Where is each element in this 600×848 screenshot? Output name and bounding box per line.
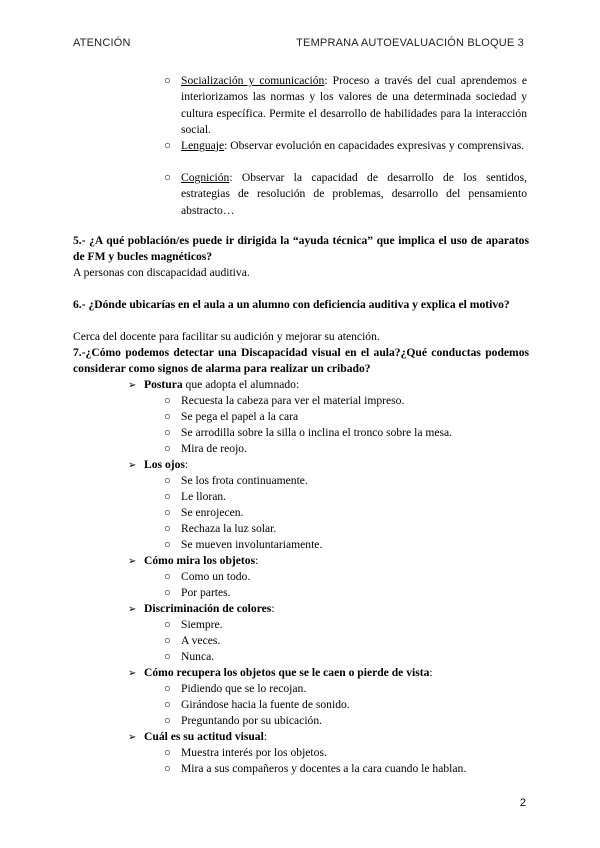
list-text: : Observar la capacidad de desarrollo de los sentidos, estrategias de resolución de problemas, desarrollo del pensamiento abstracto… — [181, 171, 527, 217]
bullet-circle-icon: ○ — [164, 490, 172, 503]
bullet-circle-icon: ○ — [164, 139, 172, 152]
list-item: Preguntando por su ubicación. — [181, 714, 323, 727]
answer-6: Cerca del docente para facilitar su audición y mejorar su atención. — [73, 330, 380, 343]
list-term: Cognición — [181, 171, 230, 184]
bullet-circle-icon: ○ — [164, 522, 172, 535]
bullet-circle-icon: ○ — [164, 586, 172, 599]
list-text: : Proceso a través del cual aprendemos e interiorizamos las normas y los valores de una determinada sociedad y cultura específica. Permite el desarrollo de habilidades para la interacción social. — [181, 74, 527, 136]
group-suffix: que adopta el alumnado: — [182, 378, 300, 391]
list-item: Nunca. — [181, 650, 215, 663]
list-item: A veces. — [181, 634, 221, 647]
list-item: Se enrojecen. — [181, 506, 244, 519]
bullet-circle-icon: ○ — [164, 714, 172, 727]
bullet-circle-icon: ○ — [164, 474, 172, 487]
bullet-circle-icon: ○ — [164, 426, 172, 439]
list-item: Se pega el papel a la cara — [181, 410, 299, 423]
group-heading — [144, 457, 524, 473]
arrow-bullet-icon: ➢ — [128, 668, 137, 679]
list-item: Recuesta la cabeza para ver el material impreso. — [181, 394, 405, 407]
list-item: Rechaza la luz solar. — [181, 522, 277, 535]
list-item: Mira de reojo. — [181, 442, 247, 455]
list-item — [181, 138, 527, 154]
arrow-bullet-icon: ➢ — [128, 556, 137, 567]
group-suffix: : — [184, 458, 189, 471]
group-title: Discriminación de colores — [144, 602, 272, 615]
group-heading — [144, 729, 524, 745]
group-title: Cómo mira los objetos — [144, 554, 256, 567]
group-suffix: : — [263, 730, 268, 743]
bullet-circle-icon: ○ — [164, 410, 172, 423]
page-number: 2 — [519, 797, 526, 809]
list-item: Mira a sus compañeros y docentes a la cara cuando le hablan. — [181, 762, 467, 775]
group-suffix: : — [255, 554, 259, 567]
bullet-circle-icon: ○ — [164, 746, 172, 759]
question-5: 5.- ¿A qué población/es puede ir dirigida la “ayuda técnica” que implica el uso de aparatos de FM y bucles magnéticos? — [73, 234, 529, 264]
bullet-circle-icon: ○ — [164, 682, 172, 695]
list-item: Se mueven involuntariamente. — [181, 538, 323, 551]
list-item: Se arrodilla sobre la silla o inclina el tronco sobre la mesa. — [181, 426, 453, 439]
bullet-circle-icon: ○ — [164, 538, 172, 551]
list-term: Socialización y comunicación — [181, 74, 325, 87]
list-item: Se los frota continuamente. — [181, 474, 308, 487]
list-item: Muestra interés por los objetos. — [181, 746, 327, 759]
group-suffix: : — [429, 666, 433, 679]
bullet-circle-icon: ○ — [164, 74, 172, 87]
bullet-circle-icon: ○ — [164, 442, 172, 455]
group-title: Los ojos — [144, 458, 185, 471]
list-item: Siempre. — [181, 618, 223, 631]
arrow-bullet-icon: ➢ — [128, 732, 137, 743]
group-suffix: : — [271, 602, 275, 615]
group-heading — [144, 601, 524, 617]
group-heading — [144, 665, 524, 681]
bullet-circle-icon: ○ — [164, 506, 172, 519]
bullet-circle-icon: ○ — [164, 394, 172, 407]
bullet-circle-icon: ○ — [164, 618, 172, 631]
list-item: Como un todo. — [181, 570, 251, 583]
list-text: : Observar evolución en capacidades expresivas y comprensivas. — [224, 139, 525, 152]
list-item — [181, 170, 527, 219]
group-title: Cuál es su actitud visual — [144, 730, 264, 743]
list-item: Pidiendo que se lo recojan. — [181, 682, 307, 695]
header-right: TEMPRANA AUTOEVALUACIÓN BLOQUE 3 — [296, 37, 524, 49]
bullet-circle-icon: ○ — [164, 762, 172, 775]
question-6: 6.- ¿Dónde ubicarías en el aula a un alumno con deficiencia auditiva y explica el motivo? — [73, 298, 510, 311]
list-item: Girándose hacia la fuente de sonido. — [181, 698, 350, 711]
bullet-circle-icon: ○ — [164, 650, 172, 663]
bullet-circle-icon: ○ — [164, 570, 172, 583]
arrow-bullet-icon: ➢ — [128, 604, 137, 615]
answer-5: A personas con discapacidad auditiva. — [73, 266, 250, 279]
bullet-circle-icon: ○ — [164, 171, 172, 184]
group-heading — [144, 553, 524, 569]
group-heading — [144, 377, 524, 393]
bullet-circle-icon: ○ — [164, 634, 172, 647]
bullet-circle-icon: ○ — [164, 698, 172, 711]
list-item: Por partes. — [181, 586, 231, 599]
group-title: Cómo recupera los objetos que se le caen o pierde de vista — [144, 666, 430, 679]
question-7: 7.-¿Cómo podemos detectar una Discapacidad visual en el aula?¿Qué conductas podemos considerar como signos de alarma para realizar un cribado? — [73, 346, 529, 376]
arrow-bullet-icon: ➢ — [128, 460, 137, 471]
arrow-bullet-icon: ➢ — [128, 380, 137, 391]
header-left: ATENCIÓN — [73, 37, 131, 49]
list-term: Lenguaje — [181, 139, 225, 152]
group-title: Postura — [144, 378, 183, 391]
list-item: Le lloran. — [181, 490, 227, 503]
list-item — [181, 73, 527, 138]
